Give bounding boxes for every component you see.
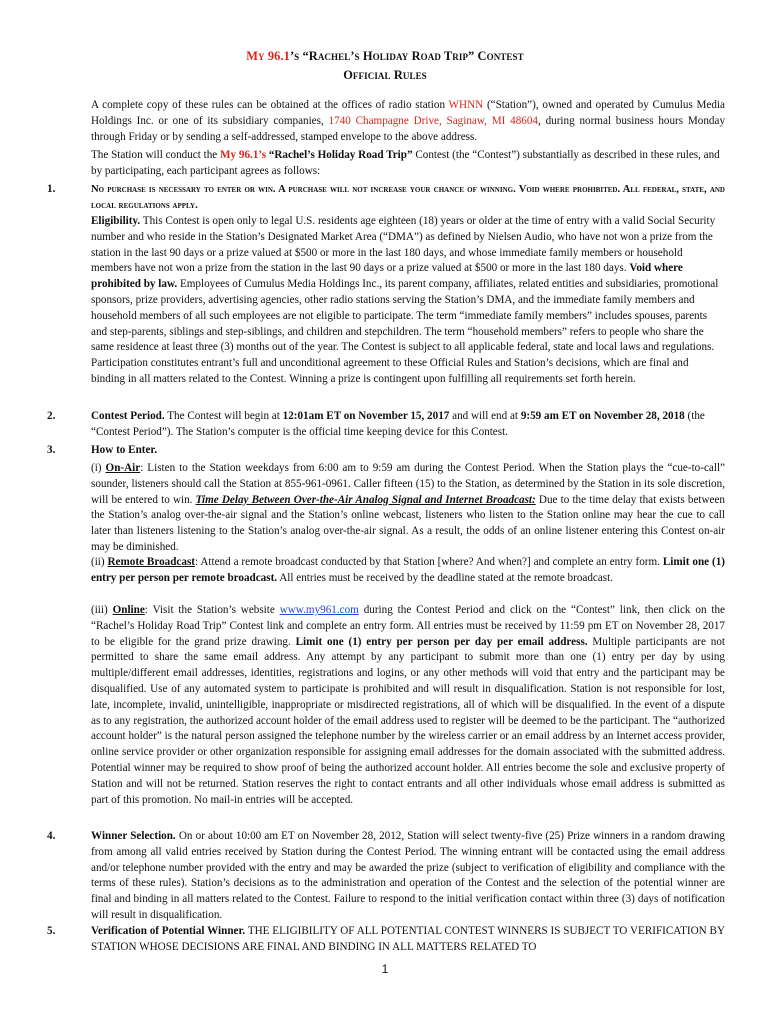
- contest-period-paragraph: [91, 409, 725, 441]
- entry-method-label: (iii): [91, 604, 113, 616]
- no-purchase-text: No purchase is necessary to enter or win. A purchase will not increase your chance of winning. Void where prohibited. All federal, state, and local regulations apply.: [91, 184, 725, 211]
- intro-contest-name: “Rachel’s Holiday Road Trip”: [266, 149, 413, 161]
- winner-selection-paragraph: [91, 829, 725, 924]
- entry-method-label: (ii): [91, 556, 108, 568]
- entry-method-label: (i): [91, 462, 106, 474]
- intro-station-name: My 96.1’s: [220, 149, 267, 161]
- void-notice: Void where prohibited by law.: [91, 262, 683, 291]
- no-purchase-notice: [91, 182, 725, 214]
- section-number: 3.: [47, 444, 56, 456]
- contest-period-text: (the “Contest Period”). The Station’s computer is the official time keeping device for this Contest.: [91, 410, 705, 438]
- page-number: 1: [381, 962, 389, 976]
- online-heading: Online: [112, 604, 145, 616]
- eligibility-text: Employees of Cumulus Media Holdings Inc., its parent company, affiliates, related entities and subsidiaries, promotional sponsors, prize providers, advertising agencies, other radio stations serving the Station’s DMA, and the immediate family members and household members of all such employees are not eligible to participate. The term “immediate family members” includes spouses, parents and step-parents, siblings and step-siblings, and children and stepchildren. The term “household members” refers to people who share the same residence at least three (3) months out of the year. The Contest is subject to all applicable federal, state and local laws and regulations. Participation constitutes entrant’s full and unconditional agreement to these Official Rules and Station’s decisions, which are final and binding in all matters related to the Contest. Winning a prize is contingent upon fulfilling all requirements set forth herein.: [91, 278, 719, 385]
- document-title: [0, 49, 770, 64]
- online-text: : Visit the Station’s website: [144, 604, 280, 616]
- section-number: 4.: [47, 830, 56, 842]
- verification-heading: Verification of Potential Winner.: [91, 925, 246, 937]
- call-letters: WHNN: [448, 99, 484, 111]
- remote-broadcast-text: : Attend a remote broadcast conducted by that Station [where? And when?] and complete an entry form.: [194, 556, 663, 568]
- winner-selection-text: On or about 10:00 am ET on November 28, 2012, Station will select twenty-five (25) Prize winners in a random drawing from among all valid entries received by Station during the Contest Period. The winning entrant will be contacted using the email address and/or telephone number provided with the entry and may be awarded the prize (subject to verification of eligibility and compliance with the terms of these rules). Station’s decisions as to the administration and operation of the Contest and the selection of the potential winner are final and binding in all matters related to the Contest. Failure to respond to the initial verification contact within three (3) days of notification will result in disqualification.: [91, 830, 725, 921]
- eligibility-heading: Eligibility.: [91, 215, 141, 227]
- section-number: 2.: [47, 410, 56, 422]
- how-to-enter-heading: [91, 443, 725, 459]
- winner-selection-heading: Winner Selection.: [91, 830, 176, 842]
- intro-text: Contest (the “Contest”) substantially as described in these rules, and by participating, each participant agrees as follows:: [91, 149, 720, 177]
- remote-broadcast-heading: Remote Broadcast: [107, 556, 195, 568]
- intro-paragraph: [91, 98, 725, 145]
- contest-period-text: The Contest will begin at: [164, 410, 283, 422]
- eligibility-paragraph: [91, 214, 725, 388]
- eligibility-text: This Contest is open only to legal U.S. residents age eighteen (18) years or older at the time of entry with a valid Social Security number and who reside in the Station’s Designated Market Area (“DMA”) as defined by Nielsen Audio, who have not won a prize from the station in the last 90 days or a prize valued at $500 or more in the last 180 days, and whose immediate family members or household members have not won a prize from the station in the last 90 days or a prize valued at $500 or more in the last 180 days.: [91, 215, 716, 275]
- remote-broadcast-text: All entries must be received by the deadline stated at the remote broadcast.: [277, 571, 614, 584]
- time-delay-heading: Time Delay Between Over-the-Air Analog Signal and Internet Broadcast:: [195, 493, 536, 506]
- title-station-name: My 96.1: [246, 49, 290, 63]
- how-to-enter-title: How to Enter.: [91, 444, 158, 456]
- station-website-link[interactable]: www.my961.com: [279, 604, 359, 616]
- online-text: Multiple participants are not permitted to share the same email address. Any attempt by any participant to submit more than one (1) entry per day by using multiple/different email addresses, identities, registrations and logins, or any other methods will void that entry and the participant may be disqualified. Use of any automated system to participate is prohibited and will result in disqualification. Station is not responsible for lost, late, incomplete, invalid, unintelligible, inappropriate or misdirected registrations, all of which will be disqualified. In the event of a dispute as to any registration, the authorized account holder of the email address used to register will be deemed to be the participant. The “authorized account holder” is the natural person assigned the telephone number by the wireless carrier or an email address by an Internet access provider, online service provider or other organization responsible for assigning email addresses for the domain associated with the submitted address. Potential winner may be required to show proof of being the authorized account holder. All entries become the sole and exclusive property of Station and will not be returned. Station reserves the right to contact entrants and all other individuals whose email address is submitted as part of this promotion. No mail-in entries will be accepted.: [91, 635, 725, 806]
- document-subtitle: Official Rules: [343, 68, 427, 82]
- verification-text: THE ELIGIBILITY OF ALL POTENTIAL CONTEST WINNERS IS SUBJECT TO VERIFICATION BY STATION WHOSE DECISIONS ARE FINAL AND BINDING IN ALL MATTERS RELATED TO: [91, 925, 725, 953]
- online-text: during the Contest Period and click on the “Contest” link, then click on the “Rachel’s Holiday Road Trip” Contest link and complete an entry form. All entries must be received by 11:59 pm ET on November 28, 2017 to be eligible for the grand prize drawing.: [91, 604, 725, 648]
- title-contest-name: ’s “Rachel’s Holiday Road Trip” Contest: [289, 49, 524, 63]
- intro-text: The Station will conduct the: [91, 149, 221, 161]
- online-paragraph: [91, 603, 725, 808]
- intro-paragraph-2: [91, 148, 725, 180]
- online-limit: Limit one (1) entry per person per day per email address.: [295, 635, 588, 648]
- verification-paragraph: [91, 924, 725, 956]
- contest-period-heading: Contest Period.: [91, 410, 165, 422]
- remote-limit: Limit one (1) entry per person per remote broadcast.: [91, 556, 725, 584]
- station-address: 1740 Champagne Drive, Saginaw, MI 48604: [328, 114, 539, 127]
- contest-end: 9:59 am ET on November 28, 2018: [520, 410, 685, 422]
- intro-text: , during normal business hours Monday through Friday or by sending a self-addressed, stamped envelope to the above address.: [91, 114, 726, 143]
- remote-broadcast-paragraph: [91, 555, 725, 587]
- contest-period-text: and will end at: [449, 410, 521, 422]
- intro-text: A complete copy of these rules can be obtained at the offices of radio station: [91, 99, 449, 111]
- on-air-text: : Listen to the Station weekdays from 6:00 am to 9:59 am during the Contest Period. When the Station plays the “cue-to-call” sounder, listeners should call the Station at 855-961-0961. Caller fifteen (15) to the Station, as determined by the Station in its sole discretion, will be entered to win.: [91, 462, 725, 506]
- on-air-text: Due to the time delay that exists between the Station’s analog over-the-air signal and the Station’s online webcast, listeners who listen to the Station online may hear the cue to call later than listeners listening to the Station’s analog over-the-air signal. As a result, the odds of an online listener entering this Contest on-air may be diminished.: [91, 493, 725, 553]
- on-air-heading: On-Air: [105, 462, 141, 474]
- section-number: 1.: [47, 183, 56, 195]
- section-number: 5.: [47, 925, 56, 937]
- contest-start: 12:01am ET on November 15, 2017: [282, 410, 450, 422]
- on-air-paragraph: [91, 461, 725, 556]
- intro-text: (“Station”), owned and operated by Cumulus Media Holdings Inc. or one of its subsidiary companies,: [91, 99, 725, 127]
